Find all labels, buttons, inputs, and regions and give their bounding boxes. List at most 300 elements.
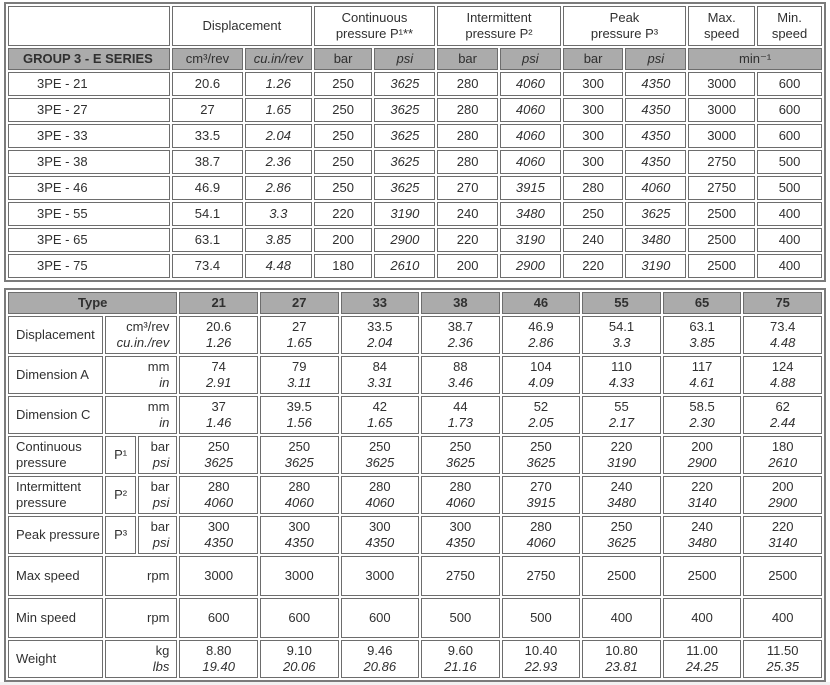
value-line: 280 [530, 519, 552, 535]
value-line: 52 [533, 399, 549, 415]
value-line: 3480 [607, 495, 636, 510]
value-cell: 4350 [625, 72, 686, 96]
value-line: 4.09 [528, 375, 554, 390]
value-cell [582, 556, 661, 596]
value-cell: 4350 [625, 150, 686, 174]
value-line: 250 [368, 439, 391, 455]
value-line: 4.88 [770, 375, 796, 390]
t1-group-header-row [8, 6, 822, 46]
value-cell [663, 640, 742, 678]
value-line: 2.30 [689, 415, 715, 430]
value-cell: 38.7 [172, 150, 243, 174]
value-line: 4.48 [770, 335, 796, 350]
value-line: 3915 [526, 495, 556, 510]
value-cell: 4060 [500, 98, 561, 122]
value-line: 44 [453, 399, 468, 415]
value-line: 3.31 [367, 375, 393, 390]
value-cell [582, 316, 661, 354]
value-cell [743, 356, 822, 394]
value-line: 2500 [607, 568, 636, 584]
value-cell: 300 [563, 124, 624, 148]
value-cell: 300 [563, 72, 624, 96]
series-row [8, 124, 822, 148]
value-line: 3.3 [612, 335, 631, 350]
value-line: 4.33 [608, 375, 635, 390]
value-line: 180 [771, 439, 794, 455]
value-cell: 4060 [625, 176, 686, 200]
value-cell [502, 396, 581, 434]
value-line: 8.80 [206, 643, 232, 659]
value-cell [179, 396, 258, 434]
type-detail-table [4, 288, 826, 682]
value-cell: 3625 [374, 150, 435, 174]
value-cell [743, 598, 822, 638]
value-cell: 240 [563, 228, 624, 252]
value-line: 37 [211, 399, 226, 415]
model-cell: 3PE - 21 [8, 72, 170, 96]
value-line: 500 [449, 610, 472, 626]
value-cell: 280 [437, 150, 498, 174]
value-line: 20.06 [282, 659, 316, 674]
value-cell [743, 476, 822, 514]
series-title: GROUP 3 - E SERIES [8, 48, 170, 70]
value-line: 400 [691, 610, 713, 626]
value-cell: 250 [563, 202, 624, 226]
value-cell: 250 [314, 124, 373, 148]
value-line: 200 [771, 479, 794, 495]
unit-line: cm³/rev [126, 319, 170, 335]
value-line: 3625 [445, 455, 475, 470]
value-line: 3625 [365, 455, 395, 470]
header-line: speed [771, 26, 808, 41]
unit-line: mm [147, 399, 170, 415]
value-cell: 500 [757, 176, 822, 200]
value-line: 220 [691, 479, 713, 495]
p-symbol: P¹ [105, 436, 136, 474]
value-line: 25.35 [766, 659, 799, 674]
model-cell: 3PE - 65 [8, 228, 170, 252]
value-cell [341, 516, 420, 554]
value-cell [260, 640, 339, 678]
value-line: 250 [449, 439, 472, 455]
value-cell [260, 316, 339, 354]
value-line: 84 [372, 359, 388, 375]
value-line: 27 [292, 319, 307, 335]
value-cell: 250 [314, 98, 373, 122]
value-cell: 1.65 [245, 98, 312, 122]
value-cell: 2900 [500, 254, 561, 278]
value-line: 20.86 [363, 659, 397, 674]
value-line: 54.1 [608, 319, 635, 335]
type-col-header: 38 [421, 292, 500, 314]
value-cell: 600 [757, 72, 822, 96]
model-cell: 3PE - 55 [8, 202, 170, 226]
row-label: Weight [8, 640, 103, 678]
value-line: 1.46 [206, 415, 232, 430]
value-cell: 200 [437, 254, 498, 278]
unit-line: psi [152, 455, 170, 470]
unit-bar-2: bar [437, 48, 498, 70]
spec-row [8, 356, 822, 394]
series-row [8, 98, 822, 122]
value-line: 300 [368, 519, 391, 535]
value-line: 1.73 [447, 415, 474, 430]
value-cell: 3915 [500, 176, 561, 200]
value-line: 33.5 [367, 319, 393, 335]
model-cell: 3PE - 38 [8, 150, 170, 174]
value-line: 3140 [768, 535, 798, 550]
unit-line: bar [150, 479, 170, 495]
value-cell [502, 476, 581, 514]
spec-row [8, 396, 822, 434]
value-line: 250 [530, 439, 552, 455]
value-cell: 300 [563, 98, 624, 122]
unit-bar-1: bar [314, 48, 373, 70]
value-line: 1.65 [367, 415, 393, 430]
value-cell [743, 516, 822, 554]
value-cell [341, 316, 420, 354]
value-cell [663, 516, 742, 554]
value-line: 400 [771, 610, 794, 626]
series-row [8, 228, 822, 252]
unit-line: mm [147, 359, 170, 375]
value-line: 250 [610, 519, 633, 535]
header-line: Displacement [202, 18, 282, 34]
value-cell: 27 [172, 98, 243, 122]
value-cell: 4.48 [245, 254, 312, 278]
value-cell [260, 598, 339, 638]
value-cell: 2.04 [245, 124, 312, 148]
value-cell [260, 556, 339, 596]
value-cell [582, 476, 661, 514]
value-line: 3140 [687, 495, 717, 510]
row-label: Displacement [8, 316, 103, 354]
value-cell [582, 516, 661, 554]
value-line: 3625 [284, 455, 314, 470]
value-line: 104 [530, 359, 552, 375]
value-cell: 400 [757, 228, 822, 252]
value-line: 2900 [687, 455, 717, 470]
value-line: 280 [288, 479, 311, 495]
value-line: 23.81 [605, 659, 638, 674]
value-cell: 600 [757, 98, 822, 122]
value-cell [341, 640, 420, 678]
value-line: 3.46 [447, 375, 474, 390]
value-line: 88 [453, 359, 468, 375]
value-line: 79 [292, 359, 307, 375]
type-col-header: 75 [743, 292, 822, 314]
spec-row [8, 640, 822, 678]
value-cell: 3480 [625, 228, 686, 252]
row-label: Dimension C [8, 396, 103, 434]
value-line: 3.85 [689, 335, 715, 350]
value-cell: 500 [757, 150, 822, 174]
value-cell: 3625 [625, 202, 686, 226]
value-cell [663, 476, 742, 514]
value-line: 3625 [526, 455, 556, 470]
value-line: 1.65 [286, 335, 312, 350]
value-line: 10.40 [524, 643, 558, 659]
value-cell: 240 [437, 202, 498, 226]
value-line: 9.60 [447, 643, 474, 659]
row-label: Continuous pressure [8, 436, 103, 474]
unit-bar-3: bar [563, 48, 624, 70]
value-line: 4350 [445, 535, 475, 550]
value-line: 4.61 [689, 375, 715, 390]
value-cell [743, 640, 822, 678]
value-cell: 3625 [374, 72, 435, 96]
value-cell [582, 396, 661, 434]
value-cell [179, 598, 258, 638]
value-cell: 400 [757, 254, 822, 278]
row-label: Intermittent pressure [8, 476, 103, 514]
unit-cell [105, 316, 177, 354]
value-cell: 3000 [688, 124, 755, 148]
value-cell: 2.86 [245, 176, 312, 200]
value-cell: 3480 [500, 202, 561, 226]
value-line: 3000 [365, 568, 395, 584]
value-cell [743, 436, 822, 474]
type-col-header: 33 [341, 292, 420, 314]
value-line: 38.7 [447, 319, 474, 335]
value-line: 600 [368, 610, 391, 626]
value-cell: 3190 [374, 202, 435, 226]
value-cell: 20.6 [172, 72, 243, 96]
value-cell: 280 [437, 98, 498, 122]
header-line: pressure P² [465, 26, 533, 41]
value-cell: 3190 [625, 254, 686, 278]
value-cell: 3000 [688, 72, 755, 96]
value-line: 600 [207, 610, 230, 626]
value-line: 4060 [445, 495, 475, 510]
value-line: 117 [691, 359, 713, 375]
value-line: 300 [288, 519, 311, 535]
value-cell: 4060 [500, 72, 561, 96]
unit-cell [105, 556, 177, 596]
value-cell: 280 [563, 176, 624, 200]
value-line: 22.93 [524, 659, 558, 674]
type-col-header: 21 [179, 292, 258, 314]
header-line: Min. [777, 10, 802, 26]
value-line: 2610 [768, 455, 798, 470]
value-line: 2500 [687, 568, 717, 584]
series-row [8, 254, 822, 278]
unit-line: psi [152, 495, 170, 510]
value-line: 400 [610, 610, 633, 626]
value-line: 2.86 [528, 335, 554, 350]
series-row [8, 150, 822, 174]
row-label: Min speed [8, 598, 103, 638]
unit-psi-3: psi [625, 48, 686, 70]
value-line: 110 [611, 359, 632, 375]
peak-pressure-group-header [563, 6, 687, 46]
value-line: 63.1 [689, 319, 715, 335]
value-cell [502, 598, 581, 638]
value-cell [663, 556, 742, 596]
displacement-group-header [172, 6, 312, 46]
value-cell: 250 [314, 72, 373, 96]
unit-cell [138, 476, 177, 514]
model-cell: 3PE - 33 [8, 124, 170, 148]
unit-line: kg [155, 643, 170, 659]
value-line: 42 [372, 399, 388, 415]
value-cell: 2610 [374, 254, 435, 278]
value-cell: 2750 [688, 150, 755, 174]
value-cell [341, 356, 420, 394]
value-cell: 1.26 [245, 72, 312, 96]
value-cell: 250 [314, 176, 373, 200]
header-line: Intermittent [466, 10, 532, 26]
type-table-body [8, 316, 822, 678]
value-cell: 4350 [625, 124, 686, 148]
value-cell [502, 356, 581, 394]
value-cell: 2750 [688, 176, 755, 200]
value-cell: 4350 [625, 98, 686, 122]
row-label: Peak pressure [8, 516, 103, 554]
value-line: 2.05 [528, 415, 554, 430]
series-table-body [8, 48, 822, 278]
type-header: Type [8, 292, 177, 314]
value-cell [743, 556, 822, 596]
value-line: 300 [207, 519, 230, 535]
value-cell: 180 [314, 254, 373, 278]
value-cell: 73.4 [172, 254, 243, 278]
header-line: Peak [609, 10, 640, 26]
value-cell: 63.1 [172, 228, 243, 252]
value-line: 1.26 [206, 335, 232, 350]
value-cell [582, 436, 661, 474]
value-cell [179, 476, 258, 514]
value-line: 9.10 [286, 643, 312, 659]
unit-line: rpm [147, 568, 170, 584]
type-col-header: 65 [663, 292, 742, 314]
unit-cell [105, 396, 177, 434]
unit-cell [105, 598, 177, 638]
value-line: 280 [449, 479, 472, 495]
value-cell [582, 356, 661, 394]
value-line: 2.91 [206, 375, 232, 390]
value-cell [582, 598, 661, 638]
value-line: 19.40 [202, 659, 235, 674]
p-symbol: P² [105, 476, 136, 514]
value-line: 9.46 [367, 643, 393, 659]
value-line: 200 [691, 439, 713, 455]
value-cell [502, 436, 581, 474]
value-line: 20.6 [206, 319, 232, 335]
value-cell: 200 [314, 228, 373, 252]
value-cell: 3625 [374, 124, 435, 148]
value-cell [421, 556, 500, 596]
value-cell [341, 556, 420, 596]
header-line: Max. [707, 10, 736, 26]
value-line: 4060 [526, 535, 556, 550]
value-cell: 2900 [374, 228, 435, 252]
unit-line: in [159, 415, 170, 430]
value-cell: 220 [314, 202, 373, 226]
value-cell [421, 436, 500, 474]
value-cell: 220 [437, 228, 498, 252]
value-line: 280 [207, 479, 230, 495]
value-cell: 3625 [374, 176, 435, 200]
model-cell: 3PE - 46 [8, 176, 170, 200]
value-line: 2750 [445, 568, 475, 584]
value-line: 4060 [365, 495, 395, 510]
series-row [8, 72, 822, 96]
max-speed-header [688, 6, 755, 46]
value-line: 3625 [204, 455, 234, 470]
unit-min-1: min⁻¹ [688, 48, 822, 70]
unit-line: in [159, 375, 170, 390]
value-line: 3480 [687, 535, 717, 550]
unit-psi-2: psi [500, 48, 561, 70]
value-cell: 3190 [500, 228, 561, 252]
value-cell [502, 640, 581, 678]
value-cell: 54.1 [172, 202, 243, 226]
value-cell: 280 [437, 124, 498, 148]
spec-row [8, 556, 822, 596]
value-line: 240 [691, 519, 713, 535]
t1-unit-header-row [8, 48, 822, 70]
value-cell: 3625 [374, 98, 435, 122]
value-cell [421, 598, 500, 638]
value-line: 500 [530, 610, 552, 626]
model-cell: 3PE - 75 [8, 254, 170, 278]
value-cell [179, 356, 258, 394]
value-cell: 3000 [688, 98, 755, 122]
value-line: 4350 [365, 535, 395, 550]
value-line: 1.56 [286, 415, 312, 430]
header-line: pressure P³ [590, 26, 659, 41]
value-cell [663, 436, 742, 474]
value-line: 4060 [284, 495, 314, 510]
value-line: 300 [449, 519, 472, 535]
type-col-header: 27 [260, 292, 339, 314]
unit-cell [105, 640, 177, 678]
value-line: 74 [211, 359, 226, 375]
value-line: 10.80 [605, 643, 638, 659]
continuous-pressure-group-header [314, 6, 435, 46]
value-cell [179, 556, 258, 596]
value-cell [179, 316, 258, 354]
row-label: Dimension A [8, 356, 103, 394]
value-line: 2.44 [770, 415, 796, 430]
value-cell [260, 516, 339, 554]
value-line: 58.5 [689, 399, 715, 415]
value-cell [179, 436, 258, 474]
unit-line: cu.in./rev [116, 335, 170, 350]
value-line: 2900 [768, 495, 798, 510]
value-line: 3000 [204, 568, 234, 584]
type-col-header: 46 [502, 292, 581, 314]
value-cell [179, 516, 258, 554]
value-line: 270 [530, 479, 552, 495]
value-cell [663, 598, 742, 638]
spec-row [8, 598, 822, 638]
spec-row [8, 436, 822, 474]
value-cell [260, 476, 339, 514]
value-line: 250 [288, 439, 311, 455]
value-line: 220 [610, 439, 633, 455]
value-cell [663, 316, 742, 354]
spec-row [8, 316, 822, 354]
value-line: 3190 [607, 455, 636, 470]
row-label: Max speed [8, 556, 103, 596]
unit-line: rpm [147, 610, 170, 626]
value-cell [341, 436, 420, 474]
header-line: speed [703, 26, 740, 41]
value-cell [341, 396, 420, 434]
value-line: 11.00 [686, 643, 718, 659]
